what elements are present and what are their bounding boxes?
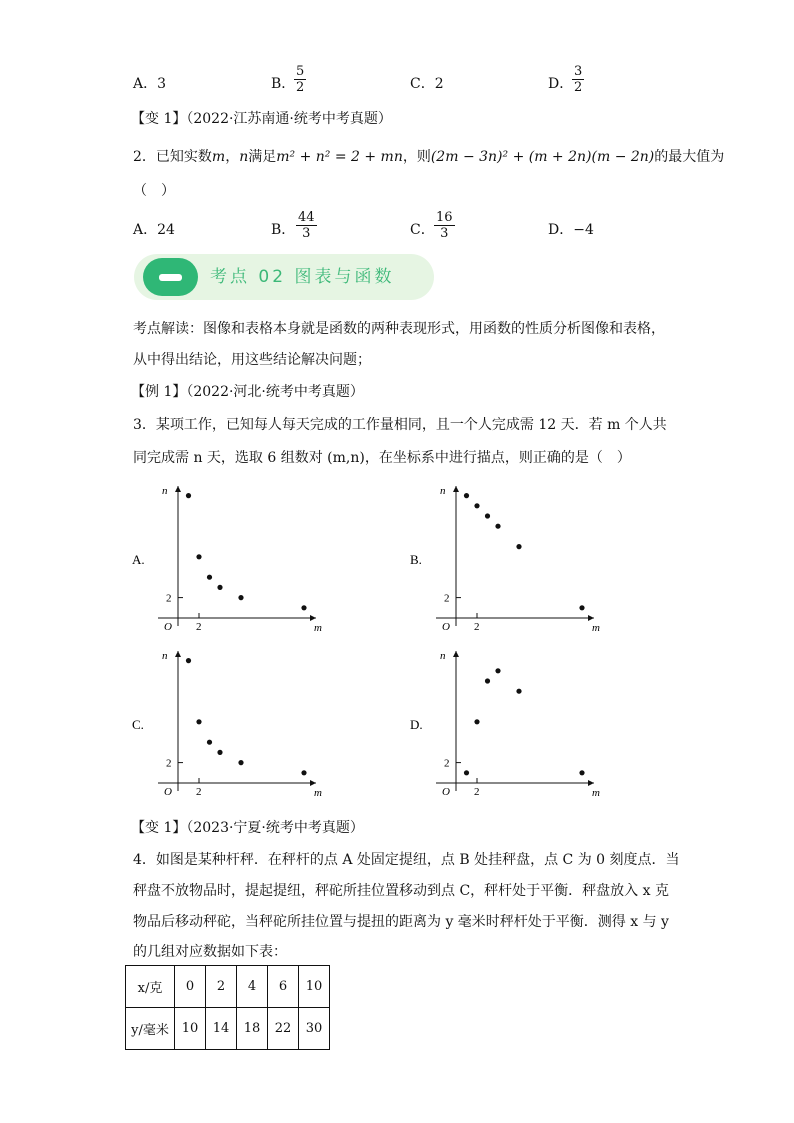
scatter-point [186, 493, 191, 498]
scatter-point [474, 719, 479, 724]
q1-option-c: C．2 [410, 76, 444, 92]
scatter-point [485, 513, 490, 518]
scatter-point [579, 605, 584, 610]
y-tick-label: 2 [166, 757, 172, 770]
y-axis-arrow [453, 651, 459, 657]
q2-option-c-fraction: $\frac{16}{3}$ [436, 210, 453, 241]
scatter-point [196, 719, 201, 724]
y-axis-label: n [440, 485, 446, 497]
table-row [126, 966, 330, 1008]
scatter-point [579, 770, 584, 775]
q3-graphs [120, 478, 640, 808]
y-tick-label: 2 [444, 592, 450, 605]
y-axis-arrow [175, 486, 181, 492]
x-tick-label: 2 [474, 786, 480, 798]
scatter-point [301, 770, 306, 775]
scatter-point [495, 668, 500, 673]
table-cell: 2 [206, 966, 237, 1008]
variant-1b-tag: 【变 1】（2023·宁夏·统考中考真题） [131, 820, 364, 836]
scatter-point [207, 575, 212, 580]
x-axis-arrow [310, 615, 316, 621]
scatter-point [217, 585, 222, 590]
q2-equation: m² + n² = 2 + mn [276, 149, 403, 165]
question-4-line-2: 秤盘不放物品时，提起提纽，秤砣所挂位置移动到点 C，秤杆处于平衡．秤盘放入 x 克 [133, 883, 669, 899]
scatter-point [464, 770, 469, 775]
q1-option-d-label: D． [548, 76, 574, 92]
q2-option-c-label: C． [410, 222, 435, 238]
origin-label: O [442, 621, 450, 633]
y-axis-arrow [175, 651, 181, 657]
q2-expression: (2m − 3n)² + (m + 2n)(m − 2n) [430, 149, 655, 165]
x-tick-label: 2 [474, 621, 480, 633]
y-axis-label: n [162, 485, 168, 497]
q1-option-d-fraction: $\frac{3}{2}$ [574, 64, 583, 95]
scatter-point [474, 503, 479, 508]
table-cell: 30 [299, 1008, 330, 1050]
y-tick-label: 2 [166, 592, 172, 605]
scatter-point [495, 524, 500, 529]
explanation-line-1: 考点解读：图像和表格本身就是函数的两种表现形式，用函数的性质分析图像和表格， [133, 321, 665, 337]
table-header-y: y/毫米 [126, 1008, 175, 1050]
question-2-text: 2．已知实数m，n满足m² + n² = 2 + mn，则(2m − 3n)² + (m + 2n)(m − 2n)的最大值为 [133, 149, 725, 165]
x-tick-label: 2 [196, 621, 202, 633]
graph-option-d [410, 650, 600, 799]
table-cell: 0 [175, 966, 206, 1008]
table-cell: 18 [237, 1008, 268, 1050]
q1-option-b-label: B． [271, 76, 296, 92]
q2-option-d: D．−4 [548, 222, 594, 238]
question-3-line-2: 同完成需 n 天，选取 6 组数对 (m,n)，在坐标系中进行描点，则正确的是（ ） [133, 450, 631, 466]
question-4-line-4: 的几组对应数据如下表： [133, 944, 287, 960]
x-axis-arrow [310, 780, 316, 786]
question-4-line-3: 物品后移动秤砣，当秤砣所挂位置与提扭的距离为 y 毫米时秤杆处于平衡．测得 x 与 y [133, 914, 669, 930]
question-4-line-1: 4．如图是某种杆秤．在秤杆的点 A 处固定提纽，点 B 处挂秤盘，点 C 为 0 刻度点．当 [133, 852, 680, 868]
table-cell: 10 [175, 1008, 206, 1050]
graph-option-label: B. [410, 552, 422, 567]
scatter-point [238, 595, 243, 600]
graph-option-a [132, 485, 322, 634]
graph-option-label: C. [132, 717, 144, 732]
scatter-point [238, 760, 243, 765]
minus-icon [159, 274, 182, 281]
graph-option-label: D. [410, 717, 423, 732]
scatter-point [516, 689, 521, 694]
origin-label: O [164, 621, 172, 633]
x-tick-label: 2 [196, 786, 202, 798]
xy-data-table [125, 965, 330, 1050]
x-axis-label: m [314, 622, 322, 634]
scatter-point [516, 544, 521, 549]
table-cell: 14 [206, 1008, 237, 1050]
graph-option-b [410, 485, 600, 634]
table-row [126, 1008, 330, 1050]
scatter-point [186, 658, 191, 663]
question-3-line-1: 3．某项工作，已知每人每天完成的工作量相同，且一个人完成需 12 天．若 m 个人共 [133, 417, 667, 433]
y-axis-arrow [453, 486, 459, 492]
q2-option-b-label: B． [271, 222, 296, 238]
graph-option-label: A. [132, 552, 145, 567]
x-axis-label: m [314, 787, 322, 799]
scatter-point [464, 493, 469, 498]
y-axis-label: n [162, 650, 168, 662]
example-1-tag: 【例 1】（2022·河北·统考中考真题） [131, 384, 364, 400]
origin-label: O [442, 786, 450, 798]
scatter-point [217, 750, 222, 755]
scatter-point [485, 678, 490, 683]
scatter-point [301, 605, 306, 610]
q1-option-b-fraction: $\frac{5}{2}$ [296, 64, 305, 95]
table-cell: 10 [299, 966, 330, 1008]
y-axis-label: n [440, 650, 446, 662]
x-axis-label: m [592, 622, 600, 634]
table-cell: 6 [268, 966, 299, 1008]
scatter-point [196, 554, 201, 559]
y-tick-label: 2 [444, 757, 450, 770]
variant-1-tag: 【变 1】（2022·江苏南通·统考中考真题） [131, 111, 392, 127]
scatter-point [207, 740, 212, 745]
q1-option-a: A．3 [133, 76, 167, 92]
x-axis-arrow [588, 615, 594, 621]
table-cell: 22 [268, 1008, 299, 1050]
q2-option-a: A．24 [133, 222, 175, 238]
question-2-blank: （ ） [133, 183, 175, 199]
table-cell: 4 [237, 966, 268, 1008]
x-axis-arrow [588, 780, 594, 786]
x-axis-label: m [592, 787, 600, 799]
section-title: 考点 02 图表与函数 [210, 267, 395, 287]
graph-option-c [132, 650, 322, 799]
q2-option-b-fraction: $\frac{44}{3}$ [298, 210, 315, 241]
explanation-line-2: 从中得出结论，用这些结论解决问题； [133, 352, 371, 368]
table-header-x: x/克 [126, 966, 175, 1008]
origin-label: O [164, 786, 172, 798]
